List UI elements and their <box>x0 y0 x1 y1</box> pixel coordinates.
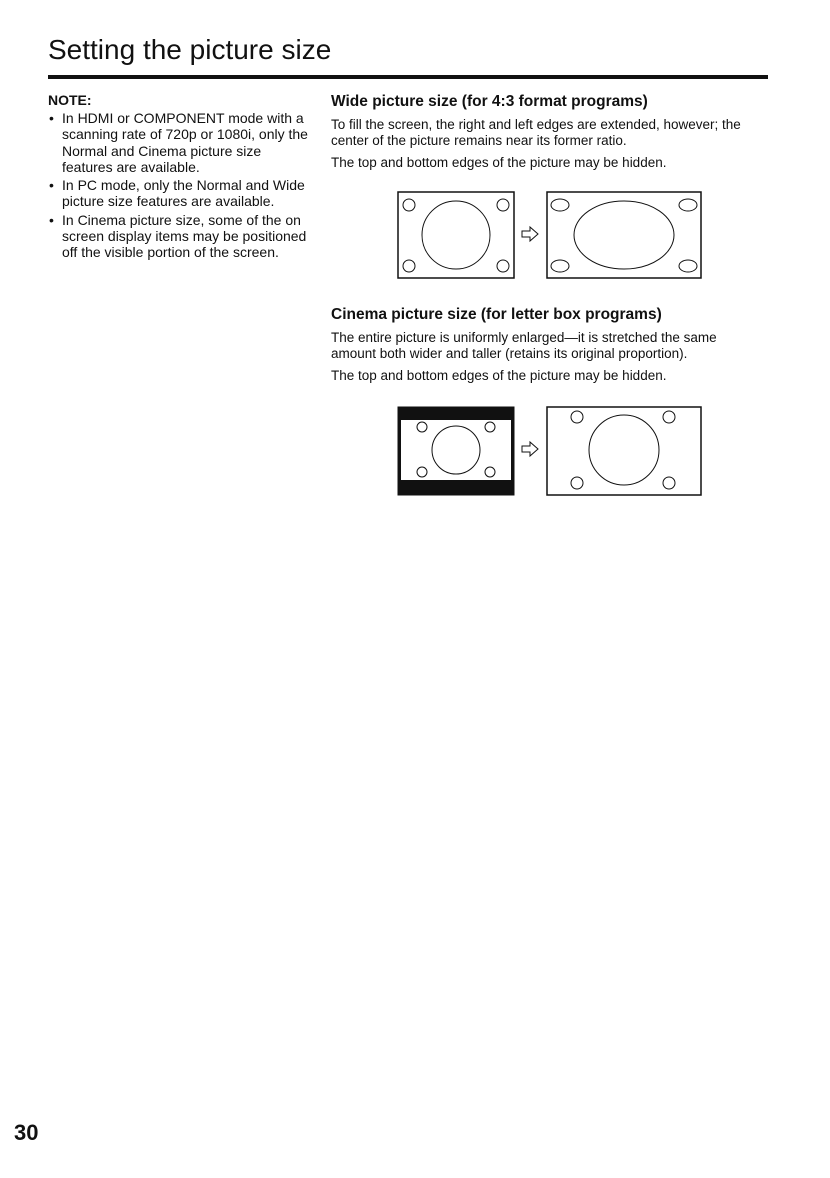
cinema-diagram <box>397 406 703 498</box>
page-title: Setting the picture size <box>48 34 332 65</box>
cinema-heading: Cinema picture size (for letter box programs) <box>331 306 662 323</box>
wide-heading: Wide picture size (for 4:3 format programs) <box>331 93 648 110</box>
right-arrow-icon <box>522 227 538 241</box>
normal-screen-illustration <box>398 192 514 278</box>
right-arrow-icon <box>522 442 538 456</box>
title-rule <box>48 75 768 79</box>
wide-screen-illustration <box>547 192 701 278</box>
note-item: • In Cinema picture size, some of the on screen display items may be positioned off the visible portion of the screen. <box>48 212 310 261</box>
page-number: 30 <box>14 1120 39 1145</box>
note-list <box>48 110 310 261</box>
cinema-screen-illustration <box>547 407 701 495</box>
note-heading: NOTE: <box>48 92 92 108</box>
cinema-paragraph: The top and bottom edges of the picture may be hidden. <box>331 368 667 383</box>
letterbox-screen-illustration <box>398 407 514 495</box>
note-item: • In HDMI or COMPONENT mode with a scanning rate of 720p or 1080i, only the Normal and Cinema picture size features are available. <box>48 110 310 175</box>
note-item: • In PC mode, only the Normal and Wide picture size features are available. <box>48 177 310 210</box>
wide-paragraph: To fill the screen, the right and left edges are extended, however; the center of the picture remains near its former ratio. <box>331 117 741 148</box>
wide-paragraph: The top and bottom edges of the picture may be hidden. <box>331 155 667 170</box>
wide-diagram <box>397 191 703 281</box>
note-box <box>48 92 310 263</box>
wide-section <box>331 92 761 177</box>
cinema-section <box>331 305 761 390</box>
cinema-paragraph: The entire picture is uniformly enlarged—it is stretched the same amount both wider and taller (retains its original proportion). <box>331 330 717 361</box>
